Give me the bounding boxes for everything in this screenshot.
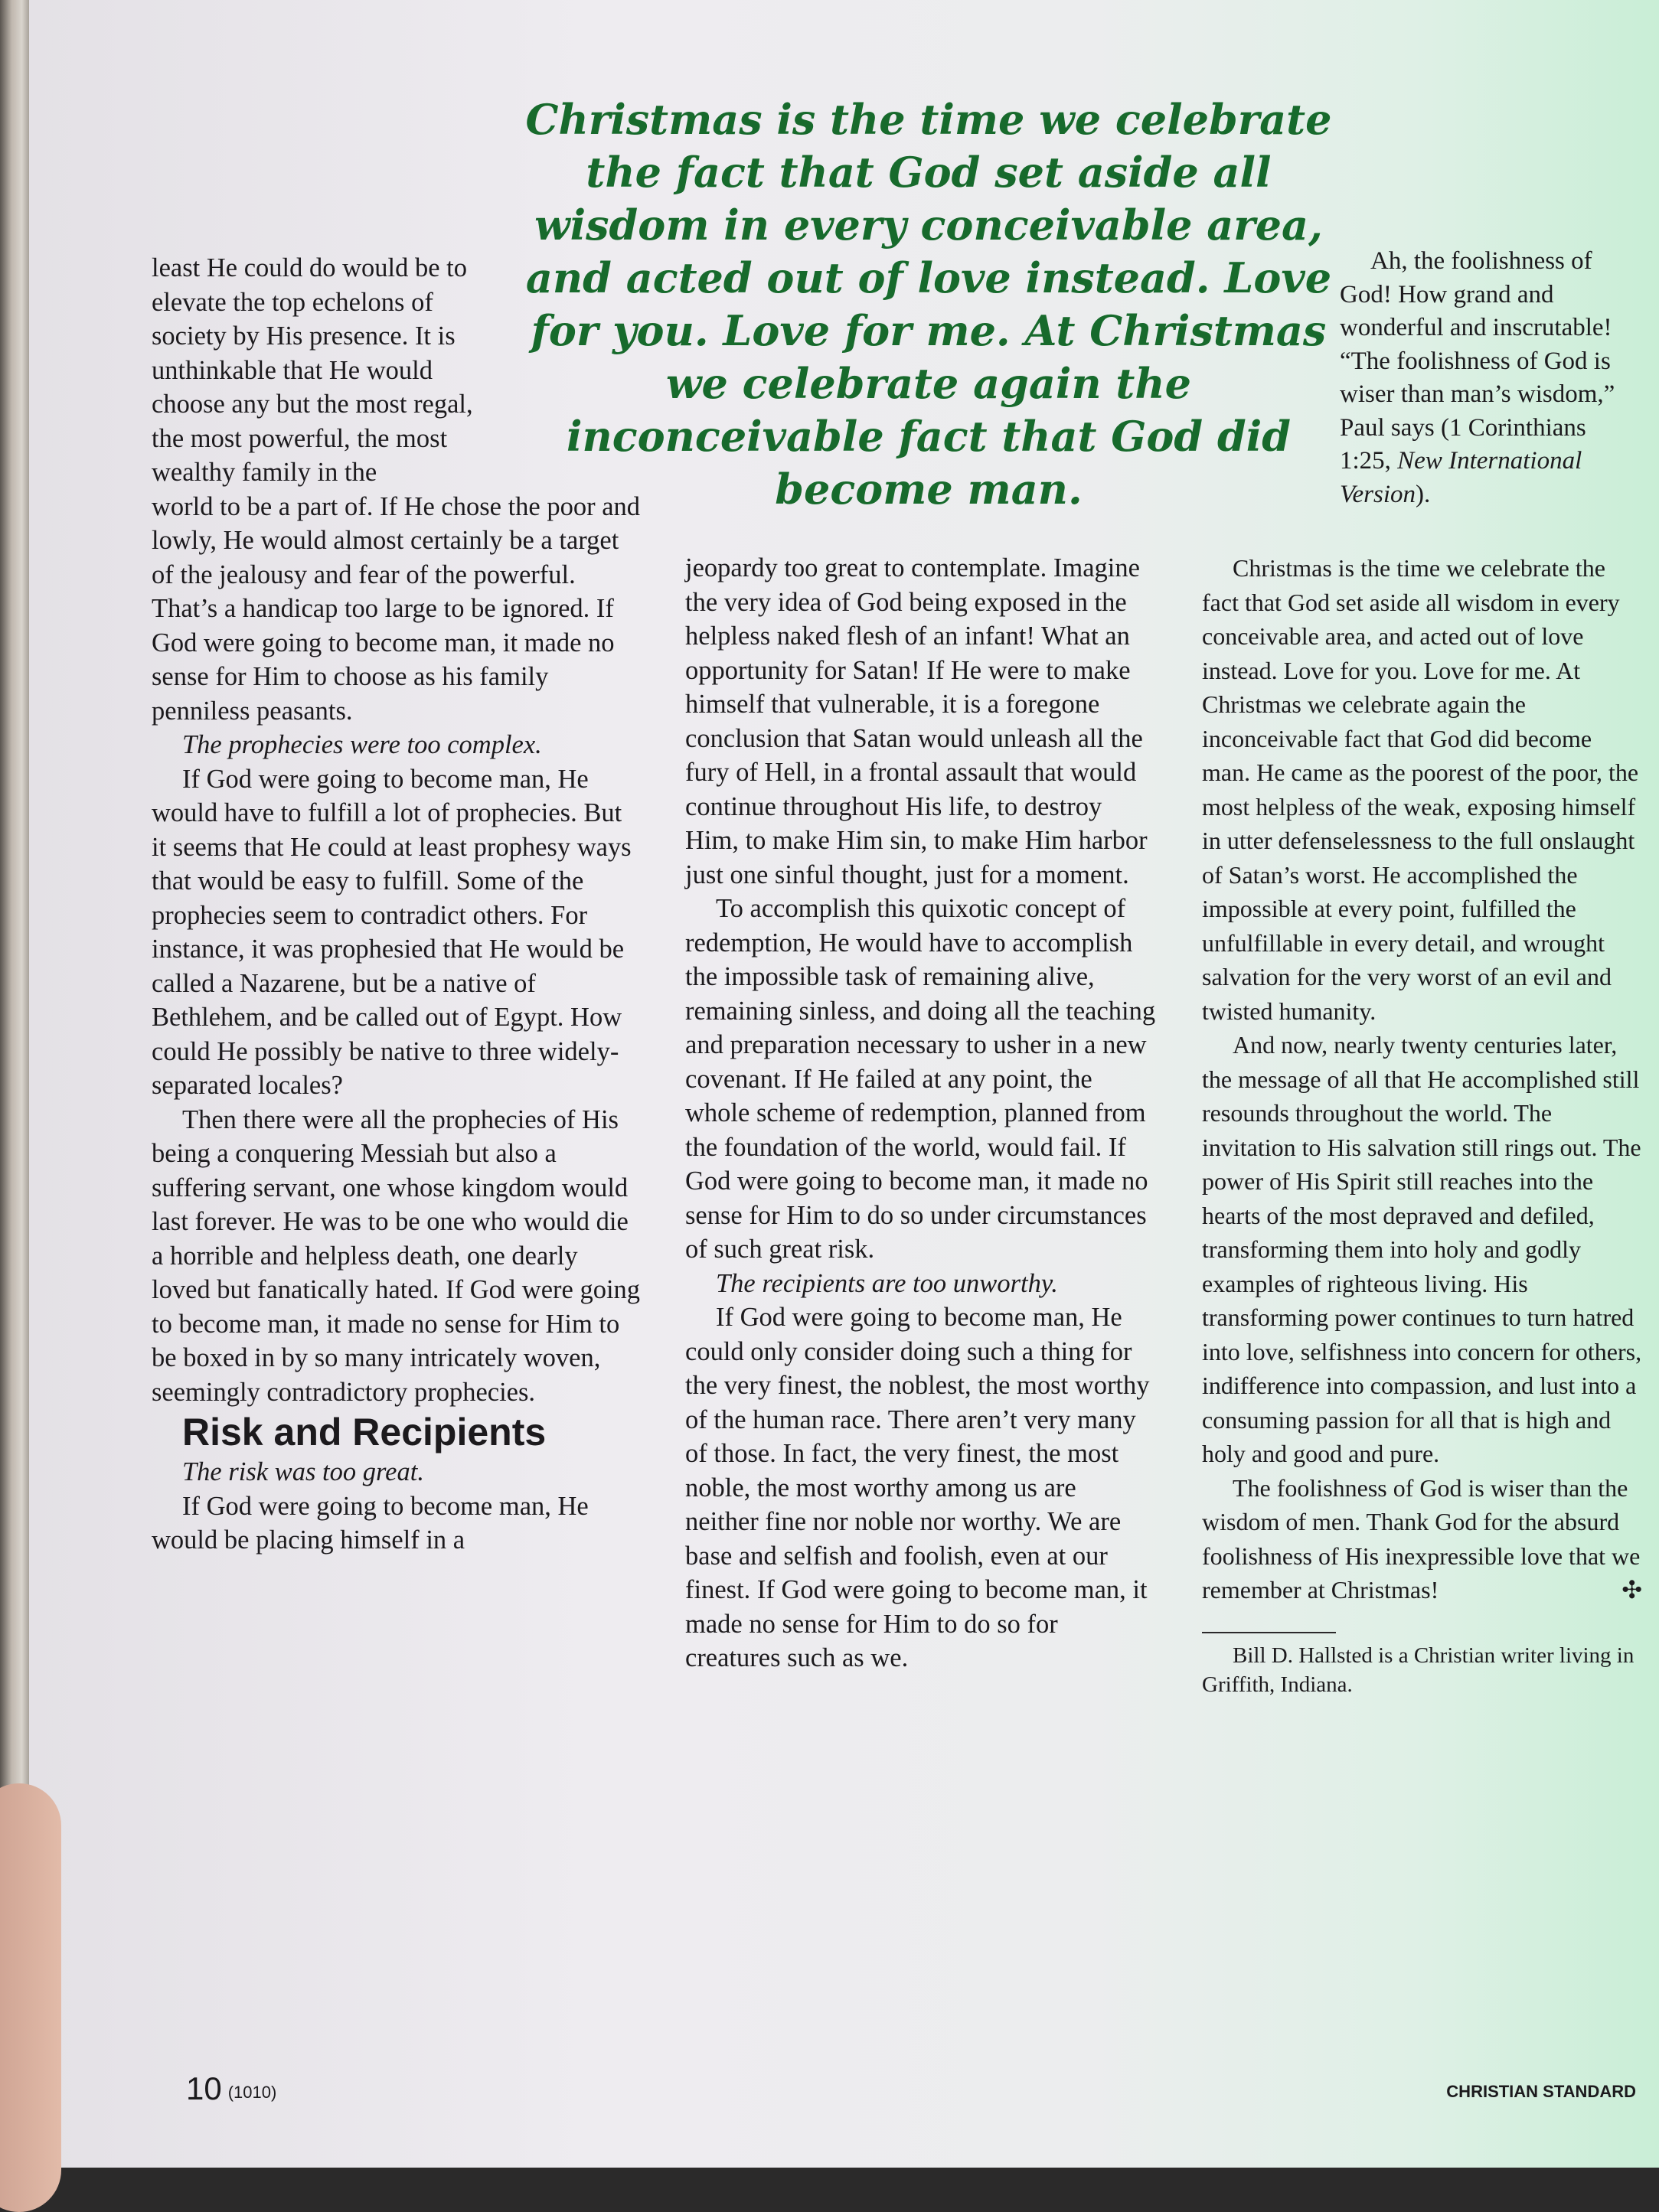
subhead-risk: The risk was too great. [182, 1457, 424, 1486]
column-1-paragraph-2: If God were going to become man, He would have to fulfill a lot of prophecies. But it seems that He could at least prophesy ways that would be easy to fulfill. Some of the prophecies seem to contradict others. For instance, it was prophesied that He would be called a Nazarene, but be a native of Bethlehem, and be called out of Egypt. How could He possibly be native to three widely-separated locales? [152, 764, 632, 1100]
pull-quote: Christmas is the time we celebrate the fact that God set aside all wisdom in every conceivable area, and acted out of love instead. Love for you. Love for me. At Christmas we celebrate again the inconceivable fact that God did become man. [525, 95, 1332, 514]
subhead-prophecies: The prophecies were too complex. [182, 730, 542, 759]
column-2 [685, 551, 1156, 1675]
bible-version-citation: New International Version [1340, 447, 1582, 508]
column-3-paragraph-3 [1202, 1471, 1642, 1607]
column-2-paragraph-3: If God were going to become man, He could only consider doing such a thing for the very finest, the noblest, the most worthy of the human race. There aren’t very many of those. In fact, the very finest, the most noble, the most worthy among us are neither fine nor noble nor worthy. We are base and selfish and foolish, even at our finest. If God were going to become man, it made no sense for Him to do so for creatures such as we. [685, 1303, 1150, 1672]
column-1 [152, 251, 642, 1558]
page-number-main: 10 [186, 2070, 222, 2106]
column-1-paragraph-1-rest: world to be a part of. If He chose the poor and lowly, He would almost certainly be a target of the jealousy and fear of the powerful. That’s a handicap too large to be ignored. If God were going to become man, it made no sense for Him to choose as his family penniless peasants. [152, 491, 641, 726]
column-3 [1202, 551, 1642, 1699]
column-3-top-paragraph [1340, 245, 1623, 511]
section-heading: Risk and Recipients [182, 1411, 547, 1453]
magazine-page [29, 0, 1659, 2168]
column-2-paragraph-2: To accomplish this quixotic concept of redemption, He would have to accomplish the impossible task of remaining alive, remaining sinless, and doing all the teaching and preparation necessary to usher in a new covenant. If He failed at any point, the whole scheme of redemption, planned from the foundation of the world, would fail. If God were going to become man, it made no sense for Him to do so under circumstances of such great risk. [685, 894, 1156, 1264]
page-number [186, 2070, 276, 2107]
bio-rule [1202, 1632, 1336, 1633]
column-3-top-end: ). [1416, 480, 1431, 508]
column-3-paragraph-2: And now, nearly twenty centuries later, the message of all that He accomplished still resounds throughout the world. The invitation to His salvation still rings out. The power of His Spirit still reaches into the hearts of the most depraved and defiled, transforming them into holy and godly examples of righteous living. His transforming power continues to turn hatred into love, selfishness into concern for others, indifference into compassion, and lust into a consuming passion for all that is high and holy and good and pure. [1202, 1031, 1642, 1467]
subhead-recipients: The recipients are too unworthy. [716, 1268, 1058, 1298]
column-1-paragraph-4: If God were going to become man, He would be placing himself in a [152, 1491, 589, 1555]
column-1-paragraph-3: Then there were all the prophecies of His being a conquering Messiah but also a suffering servant, one whose kingdom would last forever. He was to be one who would die a horrible and helpless death, one dearly loved but fanatically hated. If God were going to become man, it made no sense for Him to be boxed in by so many intricately woven, seemingly contradictory prophecies. [152, 1104, 641, 1407]
column-2-paragraph-1: jeopardy too great to contemplate. Imagine the very idea of God being exposed in the helpless naked flesh of an infant! What an opportunity for Satan! If He were to make himself that vulnerable, it is a foregone conclusion that Satan would unleash all the fury of Hell, in a frontal assault that would continue throughout His life, to destroy Him, to make Him sin, to make Him harbor just one sinful thought, just for a moment. [685, 553, 1148, 889]
column-3-paragraph-3-text: The foolishness of God is wiser than the wisdom of men. Thank God for the absurd foolishness of His inexpressible love that we remember at Christmas! [1202, 1473, 1641, 1604]
column-3-paragraph-1: Christmas is the time we celebrate the fact that God set aside all wisdom in every conceivable area, and acted out of love instead. Love for you. Love for me. At Christmas we celebrate again the inconceivable fact that God did become man. He came as the poorest of the poor, the most helpless of the weak, exposing himself in utter defenselessness to the full onslaught of Satan’s worst. He accomplished the impossible at every point, fulfilled the unfulfillable in every detail, and wrought salvation for the very worst of an evil and twisted humanity. [1202, 554, 1639, 1025]
column-1-paragraph-1-narrow: least He could do would be to elevate the top echelons of society by His presence. It is unthinkable that He would choose any but the most regal, the most powerful, the most wealthy family in the [152, 253, 473, 487]
magazine-name: CHRISTIAN STANDARD [1446, 2082, 1636, 2101]
column-3-top-text: Ah, the foolishness of God! How grand and wonderful and inscrutable! “The foolishness of God is wiser than man’s wisdom,” Paul says (1 Corinthians 1:25, [1340, 247, 1615, 475]
column-3-top [1340, 245, 1623, 511]
author-bio: Bill D. Hallsted is a Christian writer living in Griffith, Indiana. [1202, 1643, 1635, 1697]
end-mark-icon: ✣ [1621, 1575, 1642, 1604]
page-number-alt: (1010) [227, 2083, 277, 2102]
thumb-photo-artifact [0, 1783, 61, 2212]
